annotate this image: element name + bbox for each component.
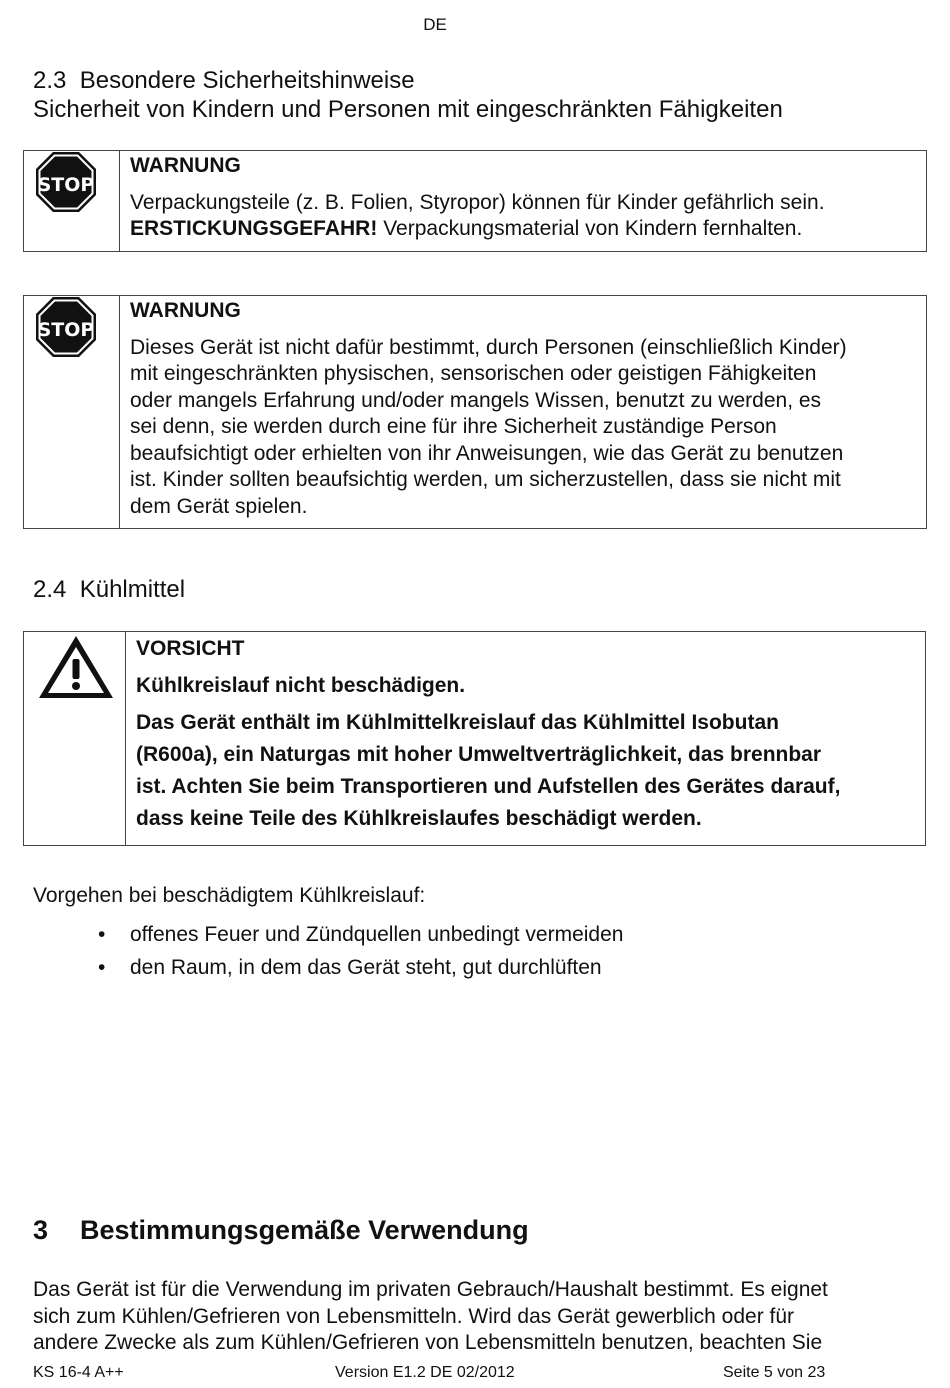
warning-text-line: dem Gerät spielen. (130, 494, 308, 518)
caution-box-refrigerant (23, 631, 926, 846)
caution-text-line: (R600a), ein Naturgas mit hoher Umweltverträglichkeit, das brennbar (136, 743, 822, 766)
section-title: Besondere Sicherheitshinweise (79, 67, 415, 94)
warning-text-line: Dieses Gerät ist nicht dafür bestimmt, durch Personen (einschließlich Kinder) (130, 335, 847, 359)
section-title: Kühlmittel (79, 576, 186, 603)
section-heading-2-4 (33, 575, 185, 605)
caution-text-line: dass keine Teile des Kühlkreislaufes beschädigt werden. (136, 807, 702, 830)
warning-triangle-icon (36, 632, 116, 702)
caution-label: VORSICHT (136, 637, 245, 660)
list-item: • den Raum, in dem das Gerät steht, gut durchlüften (98, 956, 602, 979)
warning-text-line: mit eingeschränkten physischen, sensorischen oder geistigen Fähigkeiten (130, 362, 817, 385)
stop-sign-icon (34, 295, 98, 359)
warning-box-persons (23, 295, 927, 529)
caution-text-line: Das Gerät enthält im Kühlmittelkreislauf das Kühlmittel Isobutan (136, 711, 779, 734)
chapter-heading-3 (33, 1215, 529, 1246)
warning-text-rest: Verpackungsmaterial von Kindern fernhalten. (377, 217, 803, 240)
caution-subtitle: Kühlkreislauf nicht beschädigen. (136, 674, 466, 697)
warning-text-line: beaufsichtigt oder erhielten von ihr Anweisungen, wie das Gerät zu benutzen (130, 441, 844, 465)
intended-use-paragraph (33, 1277, 923, 1357)
chapter-title: Bestimmungsgemäße Verwendung (80, 1215, 529, 1245)
warning-box-packaging (23, 150, 927, 252)
footer-version: Version E1.2 DE 02/2012 (335, 1364, 515, 1381)
section-heading-2-3 (33, 66, 415, 96)
caution-text-line: ist. Achten Sie beim Transportieren und Aufstellen des Gerätes darauf, (136, 775, 841, 798)
chapter-number: 3 (33, 1215, 49, 1245)
paragraph-line: sich zum Kühlen/Gefrieren von Lebensmitteln. Wird das Gerät gewerblich oder für (33, 1304, 795, 1328)
procedure-intro: Vorgehen bei beschädigtem Kühlkreislauf: (33, 884, 426, 907)
paragraph-line: andere Zwecke als zum Kühlen/Gefrieren von Lebensmitteln benutzen, beachten Sie (33, 1331, 823, 1354)
warning-label: WARNUNG (130, 299, 241, 322)
stop-sign-icon (34, 150, 98, 214)
section-number: 2.3 (33, 67, 67, 94)
suffocation-warning: ERSTICKUNGSGEFAHR! (130, 217, 378, 240)
warning-label: WARNUNG (130, 154, 241, 177)
warning-text-line: ist. Kinder sollten beaufsichtig werden, um sicherzustellen, dass sie nicht mit (130, 468, 841, 491)
bullet-icon: • (98, 923, 106, 946)
footer-page-number: Seite 5 von 23 (723, 1364, 826, 1381)
section-subtitle: Sicherheit von Kindern und Personen mit eingeschränkten Fähigkeiten (33, 96, 783, 123)
warning-text-line: Verpackungsteile (z. B. Folien, Styropor) können für Kinder gefährlich sein. (130, 190, 825, 214)
list-item: • offenes Feuer und Zündquellen unbedingt vermeiden (98, 923, 624, 946)
paragraph-line: Das Gerät ist für die Verwendung im privaten Gebrauch/Haushalt bestimmt. Es eignet (33, 1278, 828, 1301)
bullet-icon: • (98, 956, 106, 979)
svg-text:STOP: STOP (37, 174, 95, 196)
warning-text-line: oder mangels Erfahrung und/oder mangels Wissen, benutzt zu werden, es (130, 388, 822, 412)
language-code: DE (423, 15, 447, 34)
footer-model: KS 16-4 A++ (33, 1364, 124, 1381)
svg-text:STOP: STOP (37, 319, 95, 341)
warning-text-line: sei denn, sie werden durch eine für ihre Sicherheit zuständige Person (130, 415, 777, 438)
section-number: 2.4 (33, 576, 67, 603)
